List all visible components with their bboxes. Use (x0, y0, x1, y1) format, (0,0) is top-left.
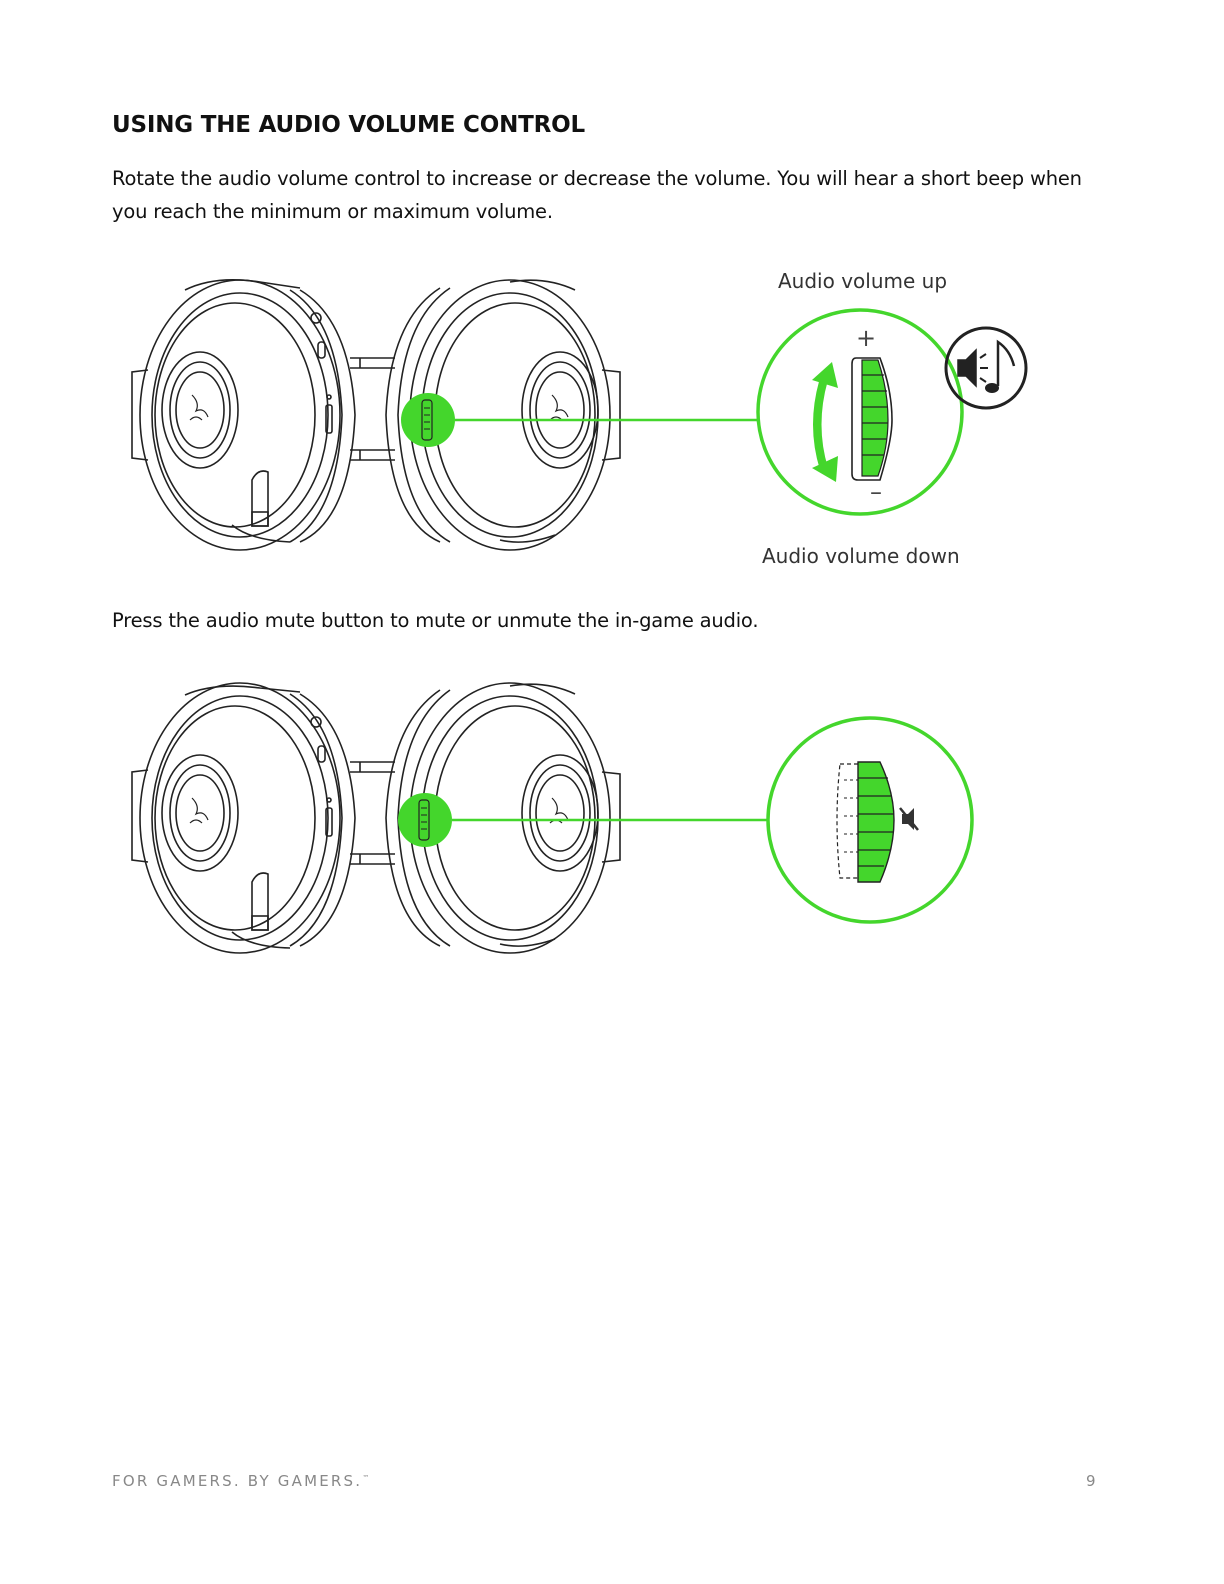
footer-tagline-text: FOR GAMERS. BY GAMERS. (112, 1472, 363, 1490)
mute-button-highlight (398, 793, 452, 847)
headset-illustration-2 (132, 683, 620, 953)
volume-control-highlight (401, 393, 455, 447)
volume-instruction: Rotate the audio volume control to increase or decrease the volume. You will hear a short beep when you reach the minimum or maximum volume. (112, 167, 1082, 223)
speaker-note-icon (946, 328, 1026, 408)
trademark-symbol: ™ (362, 1474, 370, 1482)
page-number: 9 (1086, 1472, 1096, 1490)
volume-down-label: Audio volume down (762, 544, 960, 568)
section-title: USING THE AUDIO VOLUME CONTROL (112, 112, 585, 138)
footer-tagline (112, 1472, 369, 1490)
volume-up-label: Audio volume up (778, 269, 948, 293)
volume-plus-sign: + (856, 324, 877, 352)
headset-illustration (132, 280, 620, 550)
volume-minus-sign: – (870, 478, 882, 506)
volume-control-figure (0, 250, 1224, 580)
mute-instruction: Press the audio mute button to mute or unmute the in-game audio. (112, 609, 759, 632)
mute-button-figure (0, 660, 1224, 960)
